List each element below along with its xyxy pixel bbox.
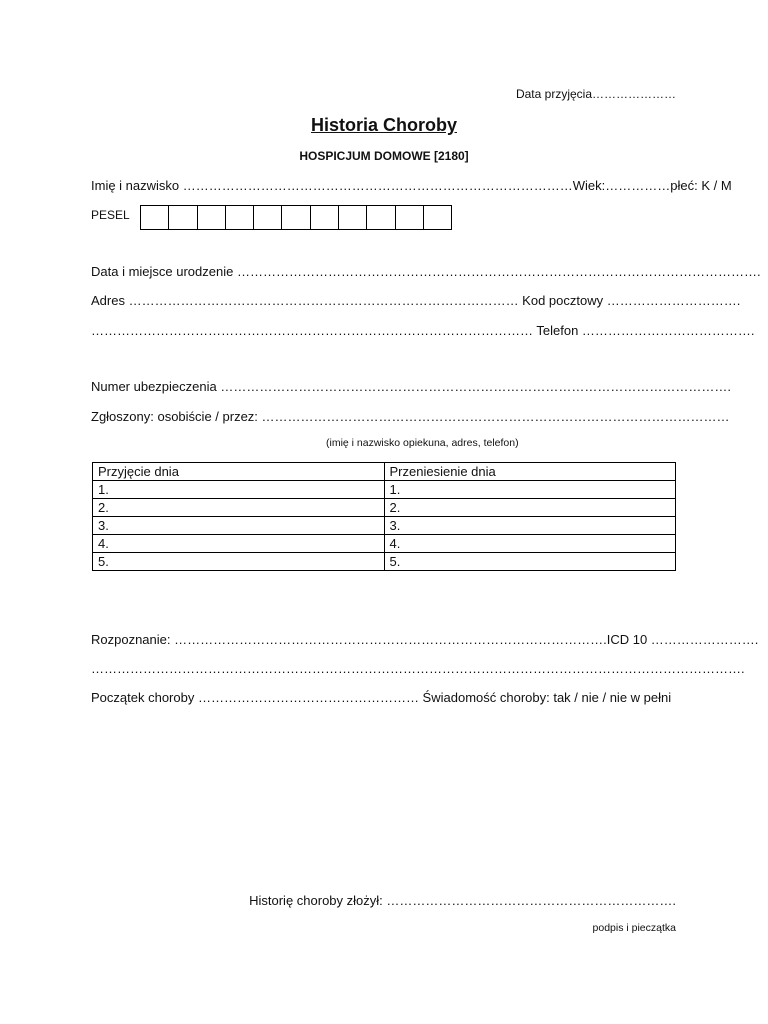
admission-cell[interactable]: 4. [93,535,385,553]
name-age-sex-field[interactable]: Imię i nazwisko ………………………………………………………………………………Wiek:……………płeć: K / M [91,178,732,193]
pesel-digit-box[interactable] [396,205,424,230]
transfer-cell[interactable]: 3. [384,517,676,535]
admission-cell[interactable]: 3. [93,517,385,535]
pesel-label: PESEL [91,208,130,222]
diagnosis-icd10-field[interactable]: Rozpoznanie: ……………………………………………………………………………………….ICD 10 ……………………. [91,632,759,647]
pesel-digit-box[interactable] [367,205,395,230]
birth-date-place-field[interactable]: Data i miejsce urodzenie …………………………………………………………………………………………………………. [91,264,761,279]
pesel-digit-box[interactable] [198,205,226,230]
transfer-cell[interactable]: 1. [384,481,676,499]
pesel-digit-box[interactable] [141,205,169,230]
document-subtitle: HOSPICJUM DOMOWE [2180] [299,149,469,163]
table-header-row [93,463,676,481]
table-row [93,535,676,553]
pesel-digit-box[interactable] [311,205,339,230]
column-header-transfer: Przeniesienie dnia [384,463,676,481]
signature-stamp-label: podpis i pieczątka [592,922,676,934]
address-postcode-field[interactable]: Adres ……………………………………………………………………………… Kod pocztowy …………………………. [91,293,741,308]
transfer-cell[interactable]: 2. [384,499,676,517]
table-row [93,517,676,535]
pesel-digit-box[interactable] [226,205,254,230]
transfer-cell[interactable]: 5. [384,553,676,571]
pesel-digit-box[interactable] [339,205,367,230]
table-row [93,481,676,499]
submitted-by-field[interactable]: Historię choroby złożył: …………………………………………………………. [249,893,676,908]
insurance-number-field[interactable]: Numer ubezpieczenia ………………………………………………………………………………………………………. [91,379,731,394]
diagnosis-continuation-field[interactable]: ……………………………………………………………………………………………………………………………………. [91,661,745,676]
pesel-input-boxes[interactable] [140,205,452,230]
table-row [93,499,676,517]
admission-cell[interactable]: 5. [93,553,385,571]
pesel-digit-box[interactable] [169,205,197,230]
reported-by-hint: (imię i nazwisko opiekuna, adres, telefon) [326,437,519,449]
admission-date-field[interactable]: Data przyjęcia………………… [515,87,676,101]
admission-transfer-table [92,462,676,571]
admission-cell[interactable]: 2. [93,499,385,517]
admission-cell[interactable]: 1. [93,481,385,499]
onset-awareness-field[interactable]: Początek choroby …………………………………………… Świadomość choroby: tak / nie / nie w pełni [91,690,672,705]
address-phone-field[interactable]: ………………………………………………………………………………………… Telefon …………………………………. [91,323,755,338]
transfer-cell[interactable]: 4. [384,535,676,553]
pesel-digit-box[interactable] [424,205,452,230]
pesel-digit-box[interactable] [282,205,310,230]
document-title: Historia Choroby [310,115,457,135]
table-row [93,553,676,571]
column-header-admission: Przyjęcie dnia [93,463,385,481]
pesel-digit-box[interactable] [254,205,282,230]
reported-by-field[interactable]: Zgłoszony: osobiście / przez: ……………………………………………………………………………………………… [91,409,730,424]
